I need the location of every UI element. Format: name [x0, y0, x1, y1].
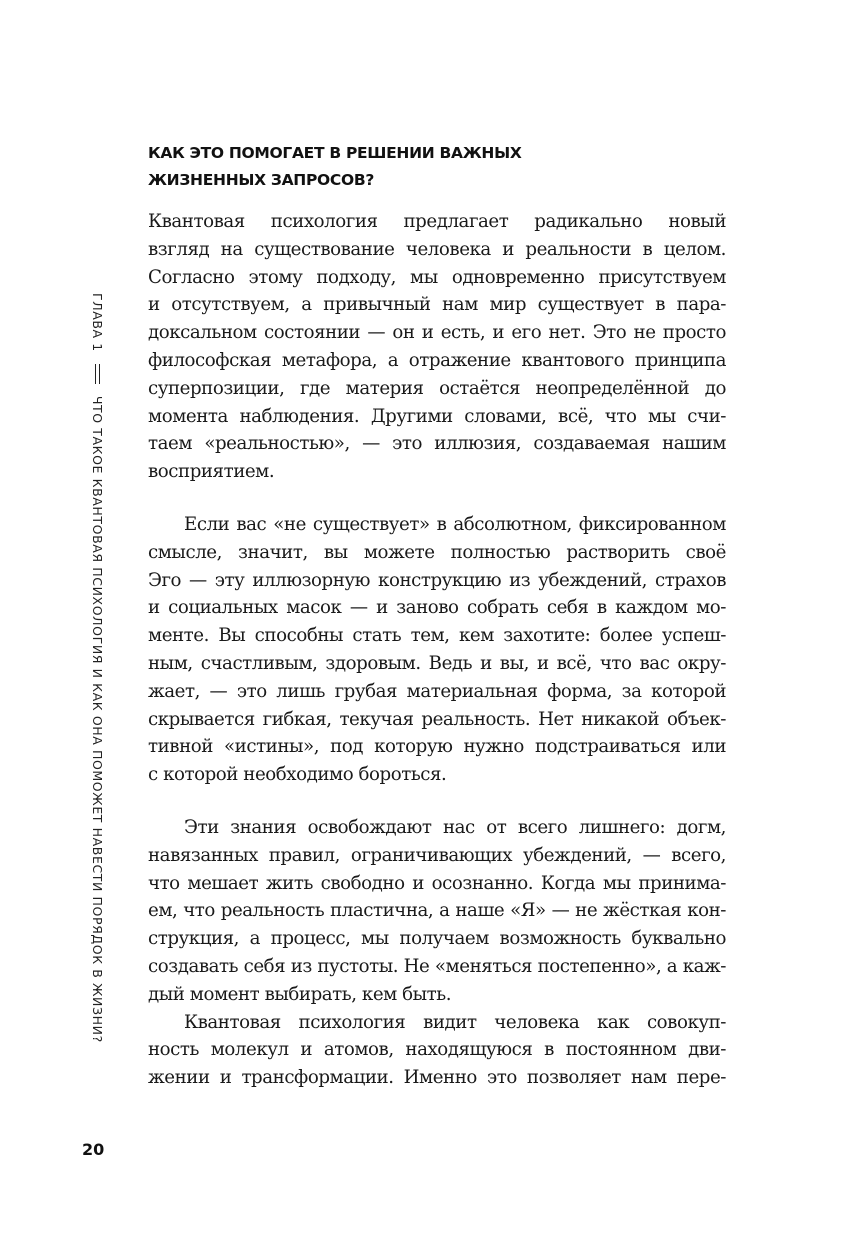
text-line: взгляд на существование человека и реальности в целом. — [148, 238, 726, 260]
text-line: тивной «истины», под которую нужно подстраиваться или — [148, 736, 726, 758]
text-line: навязанных правил, ограничивающих убеждений, — всего, — [148, 844, 726, 866]
text-line: смысле, значит, вы можете полностью растворить своё — [148, 541, 726, 563]
paragraph — [148, 814, 726, 1009]
text-line: ным, счастливым, здоровым. Ведь и вы, и всё, что вас окру- — [148, 652, 726, 674]
running-header — [90, 293, 105, 1043]
page-number: 20 — [82, 1140, 105, 1159]
text-line: Согласно этому подходу, мы одновременно присутствуем — [148, 266, 726, 288]
paragraph — [148, 511, 726, 789]
text-line: дый момент выбирать, кем быть. — [148, 983, 452, 1005]
text-line: ность молекул и атомов, находящуюся в постоянном дви- — [148, 1039, 726, 1061]
chapter-label: ГЛАВА 1 — [90, 293, 105, 352]
text-line: жает, — это лишь грубая материальная форма, за которой — [148, 680, 726, 702]
text-line: Если вас «не существует» в абсолютном, фиксированном — [184, 513, 726, 535]
paragraph — [148, 1009, 726, 1092]
text-line: Эти знания освобождают нас от всего лишнего: догм, — [184, 816, 726, 838]
text-line: Эго — эту иллюзорную конструкцию из убеждений, страхов — [148, 569, 726, 591]
text-line: философская метафора, а отражение квантового принципа — [148, 349, 726, 371]
paragraph — [148, 208, 726, 486]
text-line: скрывается гибкая, текучая реальность. Нет никакой объек- — [148, 708, 726, 730]
text-line: доксальном состоянии — он и есть, и его нет. Это не просто — [148, 322, 726, 344]
text-line: струкция, а процесс, мы получаем возможность буквально — [148, 928, 726, 950]
text-line: что мешает жить свободно и осознанно. Когда мы принима- — [148, 872, 726, 894]
section-heading — [148, 140, 728, 194]
text-line: с которой необходимо бороться. — [148, 764, 447, 786]
body-text — [148, 208, 726, 1092]
text-line: создавать себя из пустоты. Не «меняться постепенно», а каж- — [148, 955, 726, 977]
section-heading-line: ЖИЗНЕННЫХ ЗАПРОСОВ? — [148, 171, 375, 189]
text-line: восприятием. — [148, 461, 275, 483]
text-line: таем «реальностью», — это иллюзия, создаваемая нашим — [148, 433, 726, 455]
text-line: суперпозиции, где материя остаётся неопределённой до — [148, 377, 726, 399]
text-line: жении и трансформации. Именно это позволяет нам пере- — [148, 1067, 726, 1089]
text-line: и отсутствуем, а привычный нам мир существует в пара- — [148, 294, 726, 316]
text-line: Квантовая психология видит человека как совокуп- — [184, 1011, 726, 1033]
text-line: и социальных масок — и заново собрать себя в каждом мо- — [148, 597, 726, 619]
text-line: менте. Вы способны стать тем, кем захотите: более успеш- — [148, 625, 726, 647]
text-line: Квантовая психология предлагает радикально новый — [148, 211, 726, 232]
text-line: момента наблюдения. Другими словами, всё, что мы счи- — [148, 405, 726, 427]
text-line: ем, что реальность пластична, а наше «Я» — не жёсткая кон- — [148, 900, 726, 922]
chapter-title: ЧТО ТАКОЕ КВАНТОВАЯ ПСИХОЛОГИЯ И КАК ОНА ПОМОЖЕТ НАВЕСТИ ПОРЯДОК В ЖИЗНИ? — [90, 395, 105, 1043]
separator-divider — [95, 364, 100, 384]
section-heading-line: КАК ЭТО ПОМОГАЕТ В РЕШЕНИИ ВАЖНЫХ — [148, 144, 522, 162]
